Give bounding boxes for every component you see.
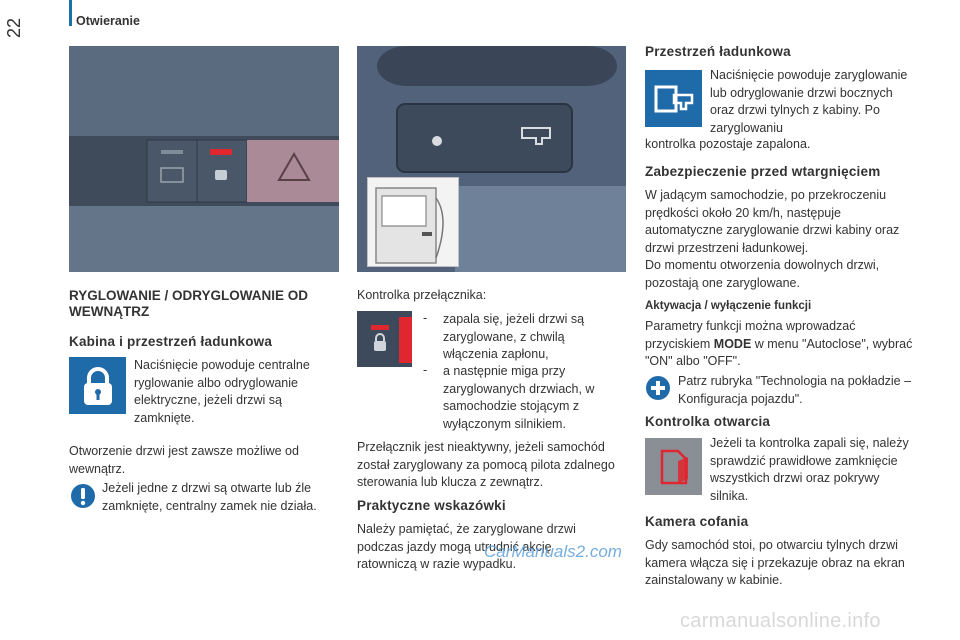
anti-intrusion-text-1: W jadącym samochodzie, po przekroczeniu prędkości około 20 km/h, następuje automatyczne zaryglowanie drzwi kabiny oraz drzwi przestrzeni ładunkowej. [645,188,900,255]
inactive-switch-text: Przełącznik jest nieaktywny, jeżeli samochód został zaryglowany za pomocą pilota zdalnego sterowania lub klucza z zewnątrz. [357,440,615,489]
see-also-text: Patrz rubryka "Technologia na pokładzie – Konfiguracja pojazdu". [678,374,912,406]
switch-panel-illustration [69,46,339,272]
switch-panel-photo [69,46,339,272]
open-warning-icon-box [645,438,702,495]
see-also-icon-box [645,375,671,401]
open-warning-heading: Kontrolka otwarcia [645,414,771,429]
van-door-inset [367,177,459,267]
cargo-heading: Przestrzeń ładunkowa [645,44,791,59]
open-door-icon [656,447,692,487]
lock-icon [78,365,118,407]
activation-heading: Aktywacja / wyłączenie funkcji [645,300,812,312]
warning-text: Jeżeli jedne z drzwi są otwarte lub źle zamknięte, centralny zamek nie działa. [102,481,317,513]
lock-description: Naciśnięcie powoduje centralne ryglowanie albo odryglowanie elektryczne, jeżeli drzwi są zamknięte. [134,358,310,425]
indicator-switch-icon [357,311,412,367]
camera-heading: Kamera cofania [645,514,749,529]
tips-heading: Praktyczne wskazówki [357,498,506,513]
header-accent-line [69,0,72,26]
bullet-dash-1: - [423,311,428,325]
inside-open-text: Otworzenie drzwi jest zawsze możliwe od wewnątrz. [69,444,299,476]
mode-button-label: MODE [713,336,752,351]
watermark-carmanuals2: CarManuals2.com [484,542,622,561]
watermark-carmanualsonline: carmanualsonline.info [680,610,881,632]
cargo-door-icon [652,79,696,119]
indicator-switch-box [357,311,412,367]
open-warning-text: Jeżeli ta kontrolka zapali się, należy sprawdzić prawidłowe zamknięcie wszystkich drzwi oraz pokrywy silnika. [710,436,909,503]
bullet-dash-2: - [423,363,428,377]
anti-intrusion-text-2: Do momentu otworzenia dowolnych drzwi, pozostają one zaryglowane. [645,258,880,290]
page-number: 22 [4,18,24,39]
indicator-bullet-2: a następnie miga przy zaryglowanych drzwiach, w samochodzie stojącym z wyłączonym silnikiem. [443,364,595,431]
activation-text-post: w menu "Autoclose", wybrać "ON" albo "OFF". [645,336,913,368]
cargo-text-1: Naciśnięcie powoduje zaryglowanie lub odryglowanie drzwi bocznych oraz drzwi tylnych z kabiny. Po zaryglowaniu [710,68,908,135]
activation-text [645,318,915,371]
warning-icon [70,483,96,509]
anti-intrusion-heading: Zabezpieczenie przed wtargnięciem [645,164,881,179]
indicator-label: Kontrolka przełącznika: [357,288,487,302]
indicator-bullet-1: zapala się, jeżeli drzwi są zaryglowane, z chwilą włączenia zapłonu, [443,312,585,361]
lock-icon-box [69,357,126,414]
camera-text: Gdy samochód stoi, po otwarciu tylnych drzwi kamera włącza się i przekazuje obraz na ekran zainstalowany w kabinie. [645,538,905,587]
warning-icon-box [69,482,97,510]
main-heading: RYGLOWANIE / ODRYGLOWANIE OD WEWNĄTRZ [69,288,309,319]
cabin-cargo-heading: Kabina i przestrzeń ładunkowa [69,334,273,349]
cargo-text-2: kontrolka pozostaje zapalona. [645,137,811,151]
cargo-switch-photo [357,46,626,272]
cargo-lock-icon-box [645,70,702,127]
tips-text: Należy pamiętać, że zaryglowane drzwi podczas jazdy mogą utrudnić akcję ratowniczą w razie wypadku. [357,522,576,571]
plus-icon [645,375,671,401]
door-illustration [368,178,460,268]
section-title: Otwieranie [76,14,140,28]
activation-text-pre: Parametry funkcji można wprowadzać przyciskiem [645,319,856,351]
